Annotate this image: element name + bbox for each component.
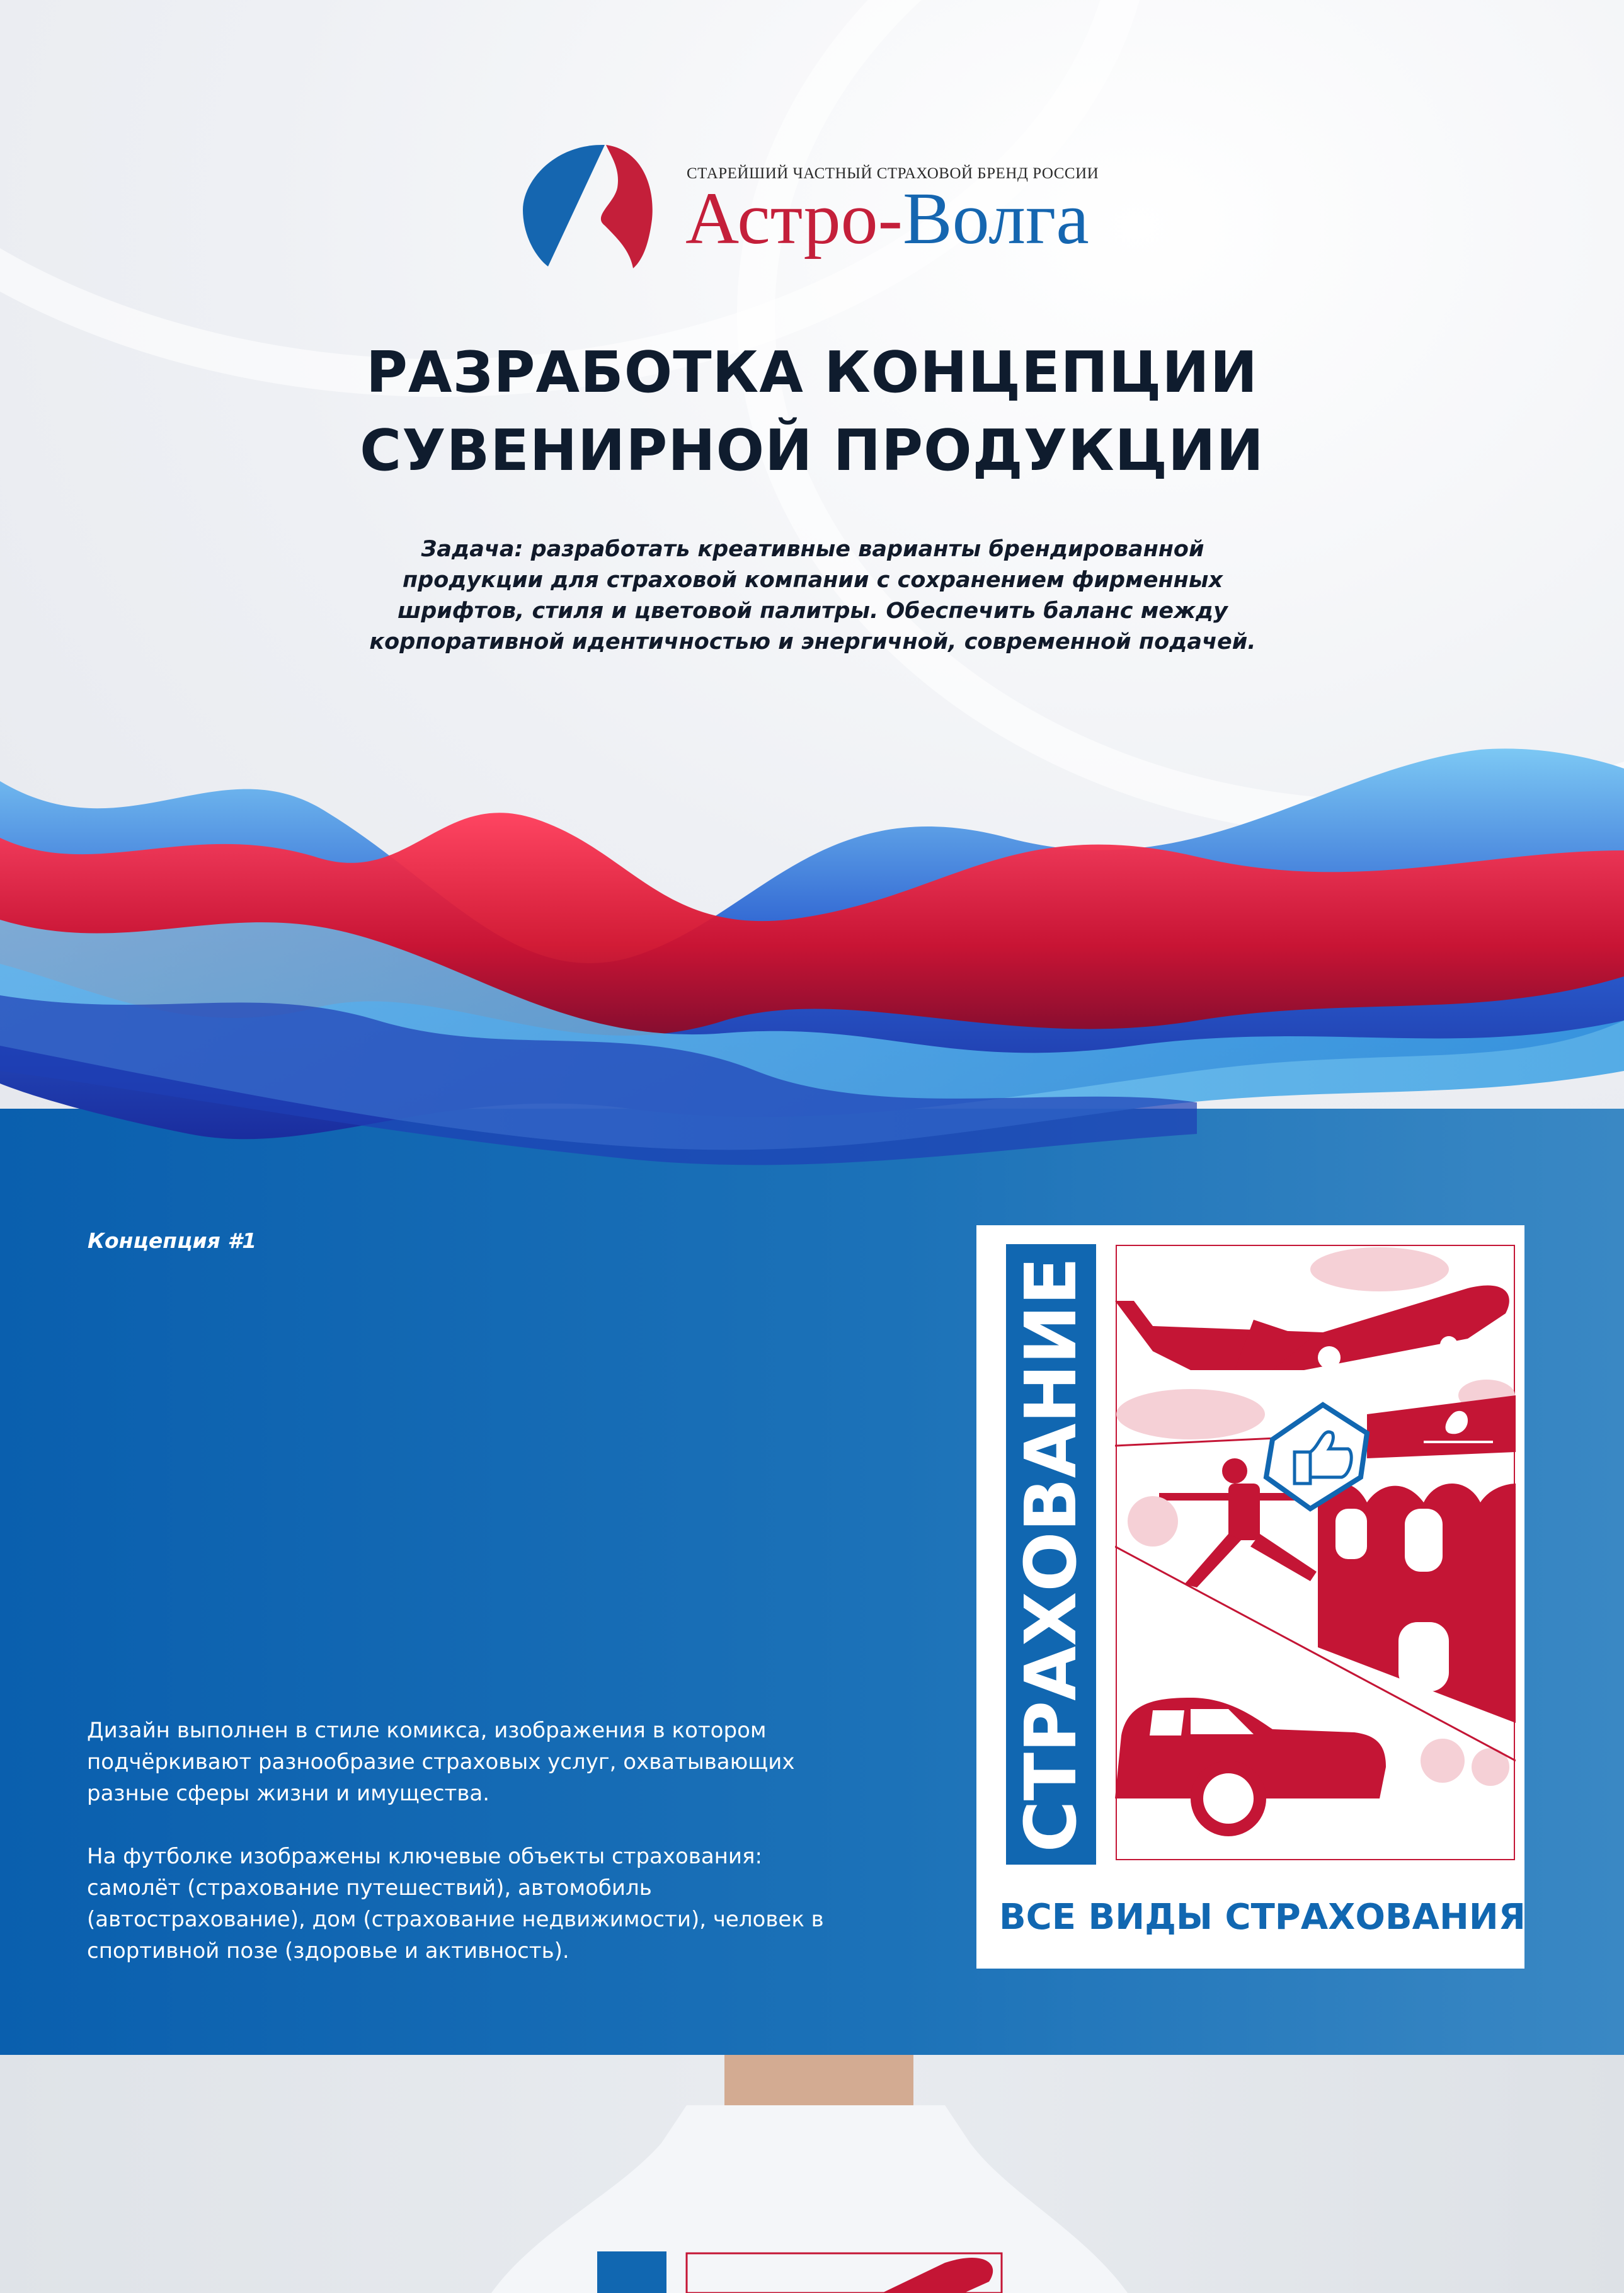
title-line-1: РАЗРАБОТКА КОНЦЕПЦИИ [365, 340, 1259, 406]
print-vertical-word: СТРАХОВАНИЕ [1010, 1257, 1092, 1852]
task-description: Задача: разработать креативные варианты брендированной продукции для страховой компании с сохранением фирменных шрифтов, стиля и цветовой палитры. Обеспечить баланс между корпоративной идентичностью и энергичной, современной подачей. [369, 537, 1256, 655]
concept-paragraph-2: На футболке изображены ключевые объекты страхования: самолёт (страхование путешествий), автомобиль (автострахование), дом (страхование недвижимости), человек в спортивной позе (здоровье и активность). [87, 1844, 824, 1964]
brand-slogan: СТАРЕЙШИЙ ЧАСТНЫЙ СТРАХОВОЙ БРЕНД РОССИИ [687, 165, 1099, 182]
page-title [0, 334, 1624, 490]
airplane-icon [1115, 1286, 1509, 1370]
brand-name [685, 177, 1089, 260]
concept-description [87, 1715, 843, 1998]
house-icon [1318, 1484, 1516, 1723]
concept-paragraph-1: Дизайн выполнен в стиле комикса, изображения в котором подчёркивают разнообразие страховых услуг, охватывающих разные сферы жизни и имущества. [87, 1718, 795, 1806]
tshirt-mockup-illustration [0, 2055, 1624, 2293]
tshirt-mockup-photo [0, 2055, 1624, 2293]
car-icon [1115, 1698, 1386, 1830]
comic-illustration [1115, 1244, 1516, 1874]
title-line-2: СУВЕНИРНОЙ ПРОДУКЦИИ [360, 418, 1264, 484]
brand-name-part2: Волга [902, 177, 1089, 260]
decorative-waves [0, 693, 1624, 1184]
brand-name-part1: Астро- [685, 177, 903, 260]
print-vertical-banner [1006, 1244, 1096, 1865]
brand-logo [523, 144, 1153, 270]
print-banner-fragment [597, 2251, 666, 2293]
brand-logo-icon [523, 144, 655, 270]
print-caption: ВСЕ ВИДЫ СТРАХОВАНИЯ [999, 1897, 1526, 1938]
neck [724, 2055, 913, 2105]
tshirt-print-design [976, 1225, 1524, 1969]
roof-panel [1367, 1395, 1516, 1458]
concept-label: Концепция #1 [88, 1228, 257, 1253]
